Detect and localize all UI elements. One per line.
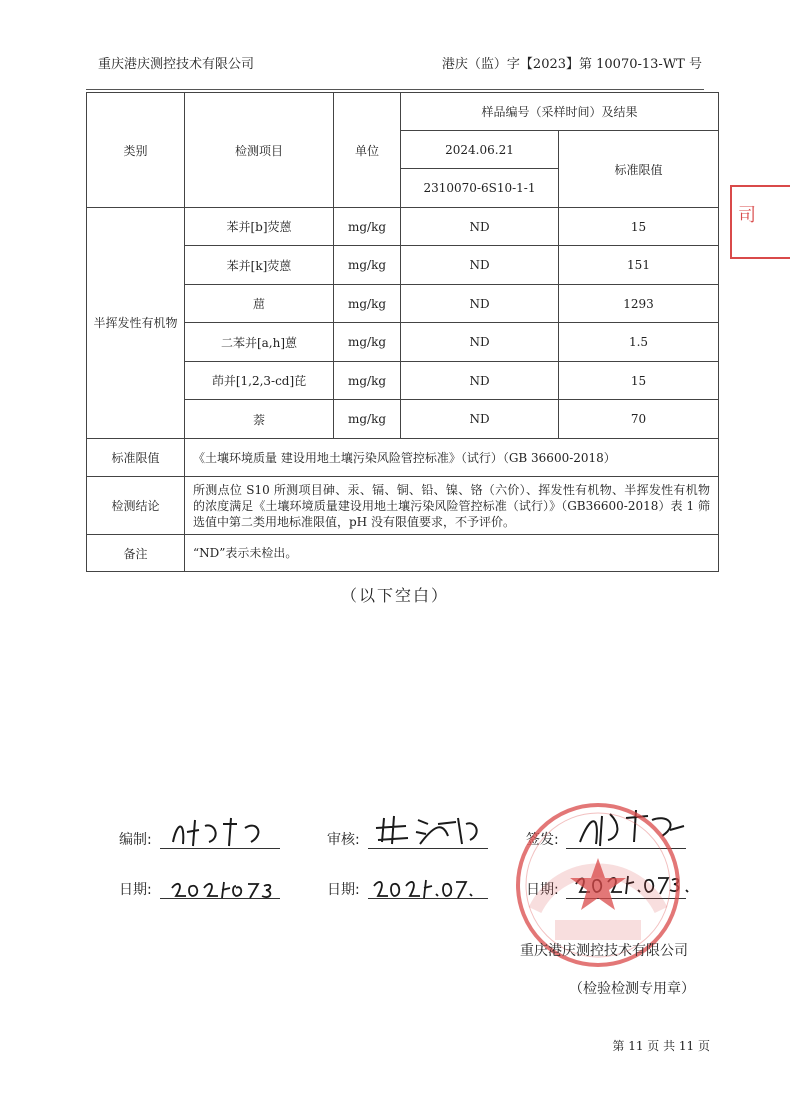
- item-cell: 䓛: [185, 285, 334, 323]
- compiled-label: 编制:: [119, 832, 152, 848]
- unit-cell: mg/kg: [334, 323, 401, 362]
- limit-cell: 151: [559, 246, 719, 285]
- remark-label: 备注: [87, 535, 185, 572]
- results-table: [86, 92, 719, 572]
- limit-cell: 1293: [559, 285, 719, 323]
- limit-cell: 15: [559, 208, 719, 246]
- unit-cell: mg/kg: [334, 400, 401, 439]
- limit-cell: 70: [559, 400, 719, 439]
- date-label-1: 日期:: [119, 882, 152, 898]
- side-stamp-char: 司: [738, 205, 756, 226]
- result-cell: ND: [401, 285, 559, 323]
- date-label-2: 日期:: [327, 882, 360, 898]
- date-label-3: 日期:: [526, 882, 559, 898]
- result-cell: ND: [401, 362, 559, 400]
- conclusion-label: 检测结论: [87, 477, 185, 535]
- approved-label: 签发:: [526, 832, 559, 848]
- company-name: 重庆港庆测控技术有限公司: [98, 57, 255, 72]
- header-row-1: [87, 93, 719, 131]
- result-cell: ND: [401, 323, 559, 362]
- unit-cell: mg/kg: [334, 362, 401, 400]
- item-cell: 茚并[1,2,3-cd]芘: [185, 362, 334, 400]
- sample-group-header: 样品编号（采样时间）及结果: [401, 93, 719, 131]
- blank-note: （以下空白）: [340, 586, 449, 605]
- col-limit-header: 标准限值: [559, 131, 719, 208]
- remark-text: “ND”表示未检出。: [185, 535, 719, 572]
- standard-row: [87, 439, 719, 477]
- conclusion-row: [87, 477, 719, 535]
- compiled-signature: [165, 812, 275, 852]
- item-cell: 萘: [185, 400, 334, 439]
- limit-cell: 15: [559, 362, 719, 400]
- unit-cell: mg/kg: [334, 208, 401, 246]
- unit-cell: mg/kg: [334, 246, 401, 285]
- limit-cell: 1.5: [559, 323, 719, 362]
- conclusion-text: 所测点位 S10 所测项目砷、汞、镉、铜、铅、镍、铬（六价）、挥发性有机物、半挥发性有机物的浓度满足《土壤环境质量建设用地土壤污染风险管控标准（试行）》（GB36600-2018）表 1 筛选值中第二类用地标准限值，pH 没有限值要求，不予评价。: [185, 477, 719, 535]
- table-row: [87, 208, 719, 246]
- reviewed-signature: [372, 810, 487, 852]
- footer-company: 重庆港庆测控技术有限公司: [520, 943, 688, 959]
- remark-row: [87, 535, 719, 572]
- col-item-header: 检测项目: [185, 93, 334, 208]
- date-handwriting-2: [370, 872, 482, 902]
- stamp-type: （检验检测专用章）: [569, 981, 695, 997]
- side-stamp-fragment: [730, 185, 790, 259]
- standard-label: 标准限值: [87, 439, 185, 477]
- col-unit-header: 单位: [334, 93, 401, 208]
- result-cell: ND: [401, 208, 559, 246]
- category-cell: 半挥发性有机物: [87, 208, 185, 439]
- sample-date: 2024.06.21: [401, 131, 559, 169]
- standard-text: 《土壤环境质量 建设用地土壤污染风险管控标准》（试行）（GB 36600-2018）: [185, 439, 719, 477]
- reviewed-label: 审核:: [327, 832, 360, 848]
- header-rule: [86, 89, 704, 90]
- item-cell: 二苯并[a,h]蒽: [185, 323, 334, 362]
- item-cell: 苯并[b]荧蒽: [185, 208, 334, 246]
- report-number: 港庆（监）字【2023】第 10070-13-WT 号: [441, 57, 702, 72]
- result-cell: ND: [401, 400, 559, 439]
- result-cell: ND: [401, 246, 559, 285]
- sample-id: 2310070-6S10-1-1: [401, 169, 559, 208]
- col-category-header: 类别: [87, 93, 185, 208]
- date-handwriting-1: [168, 874, 278, 902]
- unit-cell: mg/kg: [334, 285, 401, 323]
- page-number: 第 11 页 共 11 页: [612, 1039, 710, 1053]
- item-cell: 苯并[k]荧蒽: [185, 246, 334, 285]
